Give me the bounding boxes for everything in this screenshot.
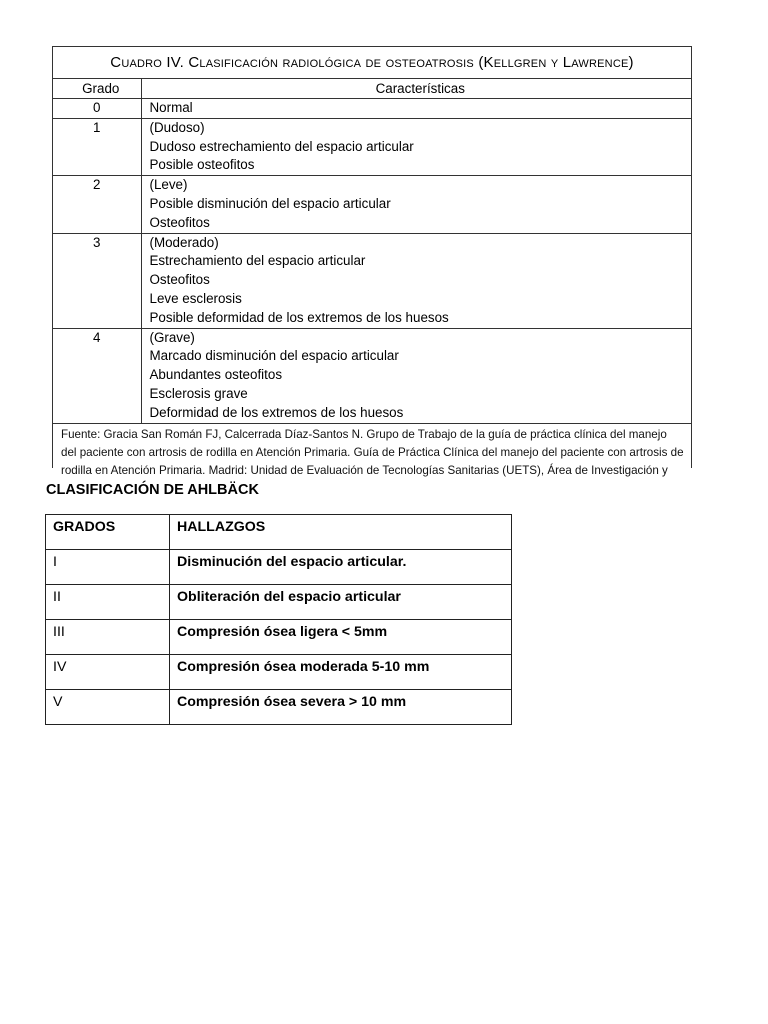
- kellgren-row: [53, 99, 691, 119]
- kellgren-grade-cell: 1: [53, 118, 141, 175]
- ahlback-grade-cell: I: [46, 550, 170, 585]
- kellgren-row: [53, 176, 691, 233]
- ahlback-grade-cell: II: [46, 585, 170, 620]
- kellgren-feature-line: Leve esclerosis: [149, 290, 242, 306]
- kellgren-feature-line: Marcado disminución del espacio articular: [149, 348, 399, 364]
- ahlback-header-row: [46, 515, 512, 550]
- kellgren-grid: [53, 79, 691, 424]
- ahlback-title: CLASIFICACIÓN DE AHLBÄCK: [46, 482, 259, 498]
- ahlback-finding-cell: Compresión ósea moderada 5-10 mm: [170, 655, 512, 690]
- kellgren-source-note: Fuente: Gracia San Román FJ, Calcerrada Díaz-Santos N. Grupo de Trabajo de la guía de práctica clínica del manejo del paciente con artrosis de rodilla en Atención Primaria. Guía de Práctica Clínica del manejo del paciente con artrosis de rodilla en Atención Primaria. Madrid: Unidad de Evaluación de Tecnologías Sanitarias (UETS), Área de Investigación y: [61, 427, 684, 477]
- kellgren-feature-line: (Grave): [149, 329, 195, 345]
- kellgren-feature-line: Dudoso estrechamiento del espacio articular: [149, 138, 414, 154]
- kellgren-row: [53, 118, 691, 175]
- kellgren-row: [53, 233, 691, 328]
- kellgren-feature-line: Abundantes osteofitos: [149, 367, 283, 383]
- kellgren-feature-line: (Leve): [149, 177, 188, 193]
- ahlback-header-grades: GRADOS: [46, 515, 170, 550]
- kellgren-header-row: [53, 79, 691, 99]
- kellgren-features-cell: [141, 328, 691, 423]
- ahlback-finding-cell: Obliteración del espacio articular: [170, 585, 512, 620]
- kellgren-feature-line: Posible disminución del espacio articular: [149, 195, 391, 211]
- kellgren-feature-line: Estrechamiento del espacio articular: [149, 253, 366, 269]
- ahlback-row: [46, 690, 512, 725]
- ahlback-finding-cell: Compresión ósea severa > 10 mm: [170, 690, 512, 725]
- kellgren-feature-line: Osteofitos: [149, 272, 210, 288]
- ahlback-finding-cell: Disminución del espacio articular.: [170, 550, 512, 585]
- kellgren-feature-line: Osteofitos: [149, 214, 210, 230]
- ahlback-row: [46, 655, 512, 690]
- kellgren-grade-cell: 4: [53, 328, 141, 423]
- kellgren-feature-line: (Dudoso): [149, 119, 205, 135]
- kellgren-grade-cell: 0: [53, 99, 141, 119]
- ahlback-grade-cell: III: [46, 620, 170, 655]
- kellgren-row: [53, 328, 691, 423]
- ahlback-header-findings: HALLAZGOS: [170, 515, 512, 550]
- kellgren-header-grade: Grado: [53, 79, 141, 99]
- kellgren-features-cell: [141, 176, 691, 233]
- kellgren-feature-line: Esclerosis grave: [149, 385, 248, 401]
- ahlback-row: [46, 620, 512, 655]
- kellgren-grade-cell: 3: [53, 233, 141, 328]
- kellgren-lawrence-table: [52, 46, 692, 477]
- ahlback-table: [45, 514, 512, 725]
- kellgren-title: Cuadro IV. Clasificación radiológica de osteoatrosis (Kellgren y Lawrence): [53, 47, 691, 79]
- ahlback-grade-cell: IV: [46, 655, 170, 690]
- ahlback-row: [46, 585, 512, 620]
- kellgren-feature-line: Posible osteofitos: [149, 157, 255, 173]
- ahlback-finding-cell: Compresión ósea ligera < 5mm: [170, 620, 512, 655]
- ahlback-grade-cell: V: [46, 690, 170, 725]
- kellgren-feature-line: Posible deformidad de los extremos de los huesos: [149, 309, 449, 325]
- kellgren-feature-line: (Moderado): [149, 234, 219, 250]
- kellgren-features-cell: [141, 233, 691, 328]
- ahlback-row: [46, 550, 512, 585]
- kellgren-features-cell: [141, 99, 691, 119]
- kellgren-grade-cell: 2: [53, 176, 141, 233]
- kellgren-feature-line: Normal: [149, 100, 193, 115]
- kellgren-features-cell: [141, 118, 691, 175]
- kellgren-feature-line: Deformidad de los extremos de los huesos: [149, 404, 404, 420]
- kellgren-header-features: Características: [141, 79, 691, 99]
